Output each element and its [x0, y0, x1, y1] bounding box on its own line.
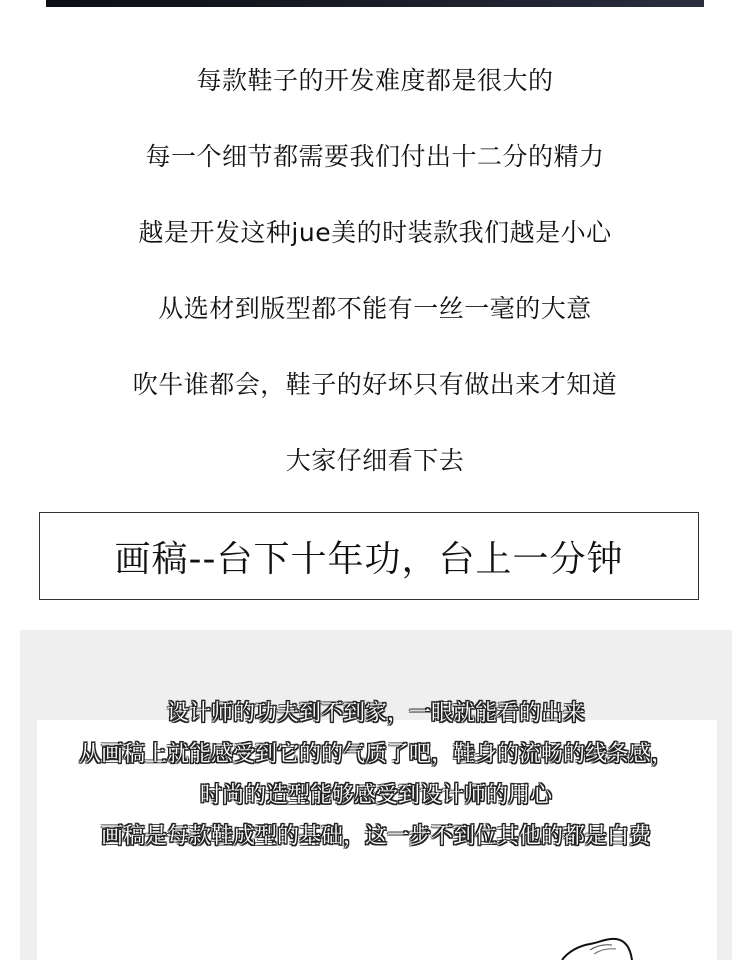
sketch-caption-block: [20, 693, 732, 857]
intro-line: 吹牛谁都会，鞋子的好坏只有做出来才知道: [132, 370, 618, 399]
caption-line: 画稿是每款鞋成型的基础，这一步不到位其他的都是白费: [100, 824, 651, 849]
intro-line: 每款鞋子的开发难度都是很大的: [196, 66, 554, 95]
section-title: 画稿--台下十年功，台上一分钟: [114, 538, 624, 580]
caption-line: 从画稿上就能感受到它的的气质了吧，鞋身的流畅的线条感，: [78, 742, 673, 767]
intro-line: 从选材到版型都不能有一丝一毫的大意: [158, 294, 592, 323]
intro-line: 大家仔细看下去: [285, 446, 465, 475]
intro-line: 每一个细节都需要我们付出十二分的精力: [145, 142, 605, 171]
caption-line: 设计师的功夫到不到家，一眼就能看的出来: [166, 701, 585, 726]
shoe-sketch-icon: [560, 936, 650, 960]
intro-text-block: [0, 56, 750, 512]
top-banner-edge: [46, 0, 704, 7]
caption-line: 时尚的造型能够感受到设计师的用心: [199, 783, 552, 808]
intro-line: 越是开发这种jue美的时装款我们越是小心: [138, 218, 612, 247]
section-title-box: [39, 512, 699, 600]
